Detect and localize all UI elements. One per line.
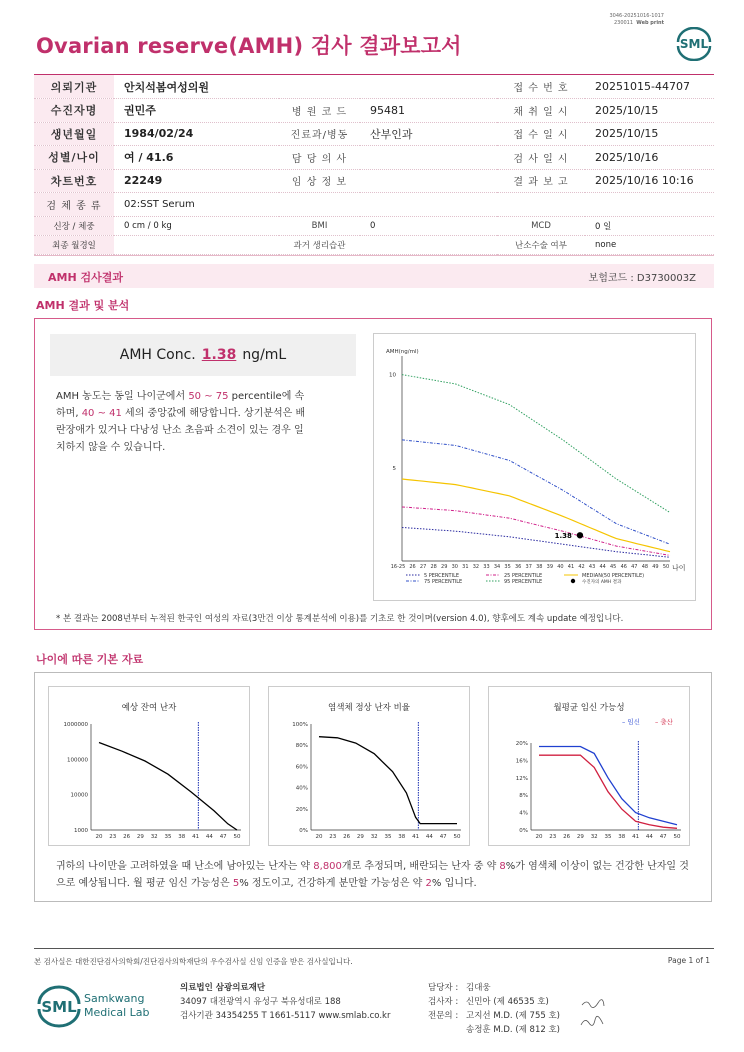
info-value — [360, 235, 497, 254]
info-value: 2025/10/15 — [585, 122, 714, 146]
x-tick-label: 47 — [659, 834, 667, 840]
x-tick-label: 40 — [557, 564, 564, 570]
y-tick-label: 4% — [519, 810, 528, 817]
legend-label: 25 PERCENTILE — [504, 573, 543, 579]
basics-section-title: 나이에 따른 기본 자료 — [36, 653, 144, 666]
x-tick-label: 35 — [384, 834, 392, 840]
org-name: 의료법인 삼광의료재단 — [180, 983, 266, 993]
y-tick-label: 0% — [519, 828, 528, 834]
info-label: 차트번호 — [34, 169, 114, 193]
result-bar — [34, 264, 714, 288]
x-tick-label: 34 — [493, 564, 501, 570]
info-label: 최종 월경일 — [34, 235, 114, 254]
info-row — [34, 146, 714, 170]
x-tick-label: 20 — [535, 834, 543, 840]
info-label: 검 사 일 시 — [497, 146, 585, 170]
x-tick-label: 29 — [356, 834, 364, 840]
x-tick-label: 41 — [412, 834, 420, 840]
org-info — [180, 981, 390, 1023]
x-tick-label: 50 — [453, 834, 461, 840]
y-tick-label: 10000 — [70, 792, 88, 799]
x-tick-label: 23 — [109, 834, 117, 840]
x-tick-label: 23 — [329, 834, 337, 840]
info-label: 결 과 보 고 — [497, 169, 585, 193]
info-value: 95481 — [360, 99, 497, 123]
x-tick-label: 41 — [632, 834, 640, 840]
info-label: 임 상 정 보 — [279, 169, 360, 193]
y-tick-label: 8% — [519, 793, 528, 800]
x-tick-label: 50 — [662, 564, 670, 570]
info-label: 접 수 일 시 — [497, 122, 585, 146]
y-tick-label: 10 — [389, 372, 396, 379]
info-value: 0 일 — [585, 216, 714, 235]
logo-samkwang-text: Samkwang — [84, 992, 145, 1005]
x-tick-label: 20 — [315, 834, 323, 840]
org-contact: 검사기관 34354255 T 1661-5117 www.smlab.co.kr — [180, 1011, 391, 1021]
analysis-note: * 본 결과는 2008년부터 누적된 한국인 여성의 자료(3만건 이상 통계분석에 이용)를 기초로 한 것이며(version 4.0), 향후에도 계속 update 예정입니다. — [56, 614, 624, 624]
code-line-1: 3046-20251016-1017 — [609, 13, 664, 19]
analysis-section-title: AMH 결과 및 분석 — [36, 299, 130, 312]
info-value: 0 — [360, 216, 497, 235]
conc-value: 1.38 — [201, 347, 237, 363]
amh-chart-box — [373, 333, 696, 601]
x-tick-label: 37 — [525, 564, 532, 570]
info-value: 2025/10/16 — [585, 146, 714, 170]
y-tick-label: 16% — [515, 758, 528, 765]
eggs-count: 8,800 — [313, 861, 342, 872]
info-label: 성별/나이 — [34, 146, 114, 170]
age-range: 40 ~ 41 — [81, 408, 122, 419]
page-number: Page 1 of 1 — [667, 956, 710, 965]
y-tick-label: 1000 — [74, 828, 88, 834]
staff-row: 송정훈 M.D. (제 812 호) — [466, 1025, 561, 1035]
x-tick-label: 35 — [504, 564, 511, 570]
y-tick-label: 80% — [295, 743, 308, 750]
x-tick-label: 48 — [641, 564, 649, 570]
x-tick-label: 32 — [370, 834, 378, 840]
y-axis-label: AMH(ng/ml) — [386, 349, 419, 355]
x-tick-label: 26 — [563, 834, 571, 840]
amh-percentile-chart — [374, 334, 697, 602]
mini-chart-title: 염색체 정상 난자 비율 — [327, 703, 410, 713]
info-value: 1984/02/24 — [114, 122, 279, 146]
info-row — [34, 99, 714, 123]
legend-label: 75 PERCENTILE — [424, 579, 463, 585]
y-tick-label: 20% — [295, 806, 308, 813]
info-value: 권민주 — [114, 99, 279, 123]
info-value: none — [585, 235, 714, 254]
info-value: 2025/10/16 10:16 — [585, 169, 714, 193]
info-value — [360, 146, 497, 170]
info-value: 0 cm / 0 kg — [114, 216, 279, 235]
x-tick-label: 36 — [514, 564, 522, 570]
info-value: 20251015-44707 — [585, 75, 714, 99]
mini-chart-title: 예상 잔여 난자 — [121, 703, 177, 713]
x-tick-label: 38 — [398, 834, 406, 840]
x-tick-label: 30 — [451, 564, 458, 570]
percentile-range: 50 ~ 75 — [188, 391, 229, 402]
x-tick-label: 23 — [549, 834, 557, 840]
legend-label: 95 PERCENTILE — [504, 579, 543, 585]
info-value: 2025/10/15 — [585, 99, 714, 123]
sml-logo-top-text: SML — [679, 37, 709, 51]
y-tick-label: 0% — [299, 828, 308, 834]
staff-list — [428, 981, 560, 1037]
x-tick-label: 32 — [590, 834, 598, 840]
info-value: 산부인과 — [360, 122, 497, 146]
pregnancy-pct: 5 — [232, 878, 240, 889]
x-tick-label: 20 — [95, 834, 103, 840]
series-line — [539, 747, 677, 825]
sml-logo-footer — [36, 984, 158, 1028]
conc-unit: ng/mL — [242, 347, 287, 363]
mini-chart-eggs — [48, 686, 250, 846]
basics-summary: 귀하의 나이만을 고려하였을 때 난소에 남아있는 난자는 약 8,800개로 추정되며, 배란되는 난자 중 약 8%가 염색체 이상이 없는 건강한 난자일 것으로 예상됩니다. 월 평균 임신 가능성은 5% 정도이고, 건강하게 분만할 가능성은 약 2% 입니다. — [56, 861, 689, 889]
x-tick-label: 16-25 — [390, 564, 406, 570]
x-tick-label: 47 — [219, 834, 227, 840]
info-label: 과거 생리습관 — [279, 235, 360, 254]
x-tick-label: 26 — [409, 564, 416, 570]
series-line — [539, 755, 677, 828]
x-tick-label: 27 — [419, 564, 427, 570]
y-tick-label: 5 — [392, 465, 396, 472]
mini-chart-title: 월평균 임신 가능성 — [553, 703, 625, 713]
x-tick-label: 42 — [578, 564, 585, 570]
x-tick-label: 44 — [645, 834, 653, 840]
info-row — [34, 216, 714, 235]
y-tick-label: 1000000 — [63, 722, 88, 728]
amh-concentration — [50, 334, 356, 376]
info-label: MCD — [497, 216, 585, 235]
x-tick-label: 38 — [618, 834, 626, 840]
x-tick-label: 35 — [164, 834, 172, 840]
legend-patient-label: 수진자의 AMH 결과 — [582, 580, 622, 585]
x-tick-label: 50 — [673, 834, 681, 840]
conc-label: AMH Conc. — [119, 347, 196, 363]
code-line-2: 230011 — [613, 20, 634, 26]
info-row — [34, 122, 714, 146]
info-row — [34, 169, 714, 193]
x-tick-label: 38 — [178, 834, 186, 840]
y-tick-label: 12% — [515, 775, 528, 782]
info-label: 담 당 의 사 — [279, 146, 360, 170]
x-tick-label: 41 — [192, 834, 200, 840]
legend-label: MEDIAN(50 PERCENTILE) — [582, 573, 645, 579]
info-value: 02:SST Serum — [114, 193, 279, 217]
mini-chart-pregnancy — [488, 686, 690, 846]
info-row — [34, 75, 714, 99]
mini-chart-normal-ratio — [268, 686, 470, 846]
info-value: 여 / 41.6 — [114, 146, 279, 170]
x-tick-label: 43 — [588, 564, 596, 570]
x-tick-label: 29 — [576, 834, 584, 840]
info-label: 접 수 번 호 — [497, 75, 585, 99]
x-tick-label: 47 — [439, 834, 447, 840]
info-value: 안치석봄여성의원 — [114, 75, 279, 99]
x-tick-label: 44 — [205, 834, 213, 840]
legend-birth: – 출산 — [655, 718, 673, 726]
info-label: 신장 / 체중 — [34, 216, 114, 235]
x-tick-label: 47 — [631, 564, 638, 570]
logo-sml-text: SML — [41, 998, 77, 1016]
info-label: 수진자명 — [34, 99, 114, 123]
staff-row: 전문의 : 고지선 M.D. (제 755 호) — [428, 1011, 561, 1021]
staff-row: 검사자 : 신민아 (제 46535 호) — [428, 997, 549, 1007]
legend-label: 5 PERCENTILE — [424, 573, 460, 579]
x-tick-label: 32 — [150, 834, 158, 840]
info-label: 채 취 일 시 — [497, 99, 585, 123]
info-label — [279, 75, 360, 99]
info-label: 병 원 코 드 — [279, 99, 360, 123]
info-row — [34, 235, 714, 254]
y-tick-label: 100000 — [67, 757, 88, 764]
x-tick-label: 26 — [123, 834, 131, 840]
legend-patient-marker — [571, 579, 575, 583]
x-tick-label: 32 — [472, 564, 480, 570]
x-tick-label: 29 — [441, 564, 448, 570]
staff-row: 담당자 : 김대웅 — [428, 983, 491, 993]
data-line — [99, 743, 237, 831]
info-label: BMI — [279, 216, 360, 235]
analysis-description: AMH 농도는 동일 나이군에서 50 ~ 75 percentile에 속하며, 40 ~ 41 세의 중앙값에 해당합니다. 상기분석은 배란장애가 있거나 다낭성 난소 초음파 소견이 있는 경우 일치하지 않을 수 있습니다. — [56, 391, 306, 453]
signature-images — [578, 995, 608, 1031]
x-tick-label: 39 — [546, 564, 554, 570]
x-axis-label: 나이 — [672, 564, 686, 572]
y-tick-label: 60% — [295, 764, 308, 771]
series-line — [402, 440, 670, 544]
x-tick-label: 38 — [536, 564, 543, 570]
x-tick-label: 44 — [599, 564, 606, 570]
info-value — [360, 75, 497, 99]
report-title: Ovarian reserve(AMH) 검사 결과보고서 — [36, 34, 462, 58]
normal-pct: 8 — [499, 861, 506, 872]
footer-divider — [34, 948, 714, 949]
insurance-code: 보험코드 : D3730003Z — [588, 273, 696, 284]
x-tick-label: 46 — [620, 564, 627, 570]
sml-logo-top — [674, 27, 714, 61]
y-tick-label: 20% — [515, 741, 528, 747]
y-tick-label: 100% — [292, 722, 308, 728]
birth-pct: 2 — [425, 878, 432, 889]
info-value — [114, 235, 279, 254]
x-tick-label: 44 — [425, 834, 433, 840]
report-code — [609, 13, 664, 27]
x-tick-label: 49 — [652, 564, 659, 570]
x-tick-label: 28 — [430, 564, 437, 570]
x-tick-label: 29 — [136, 834, 144, 840]
info-value: 22249 — [114, 169, 279, 193]
info-label: 의뢰기관 — [34, 75, 114, 99]
legend-pregnancy: – 임신 — [622, 718, 640, 726]
x-tick-label: 45 — [610, 564, 617, 570]
info-label: 생년월일 — [34, 122, 114, 146]
org-address: 34097 대전광역시 유성구 북유성대로 188 — [180, 997, 341, 1007]
series-line — [402, 479, 670, 552]
x-tick-label: 35 — [604, 834, 612, 840]
info-row — [34, 193, 714, 217]
info-label: 진료과/병동 — [279, 122, 360, 146]
patient-info-table — [34, 74, 714, 256]
info-value — [360, 169, 497, 193]
result-bar-label: AMH 검사결과 — [48, 271, 123, 284]
x-tick-label: 26 — [343, 834, 351, 840]
data-line — [319, 737, 457, 824]
x-tick-label: 41 — [567, 564, 575, 570]
info-label: 난소수술 여부 — [497, 235, 585, 254]
patient-value-label: 1.38 — [554, 531, 572, 540]
x-tick-label: 50 — [233, 834, 241, 840]
certification-note: 본 검사실은 대한진단검사의학회/진단검사의학재단의 우수검사실 신임 인증을 받은 검사실입니다. — [34, 957, 353, 966]
info-label: 검 체 종 류 — [34, 193, 114, 217]
x-tick-label: 31 — [462, 564, 469, 570]
series-line — [402, 507, 670, 555]
y-tick-label: 40% — [295, 785, 308, 792]
x-tick-label: 33 — [483, 564, 490, 570]
web-print-label: Web print — [636, 20, 664, 26]
logo-medlab-text: Medical Lab — [84, 1006, 150, 1019]
patient-point — [577, 532, 583, 538]
